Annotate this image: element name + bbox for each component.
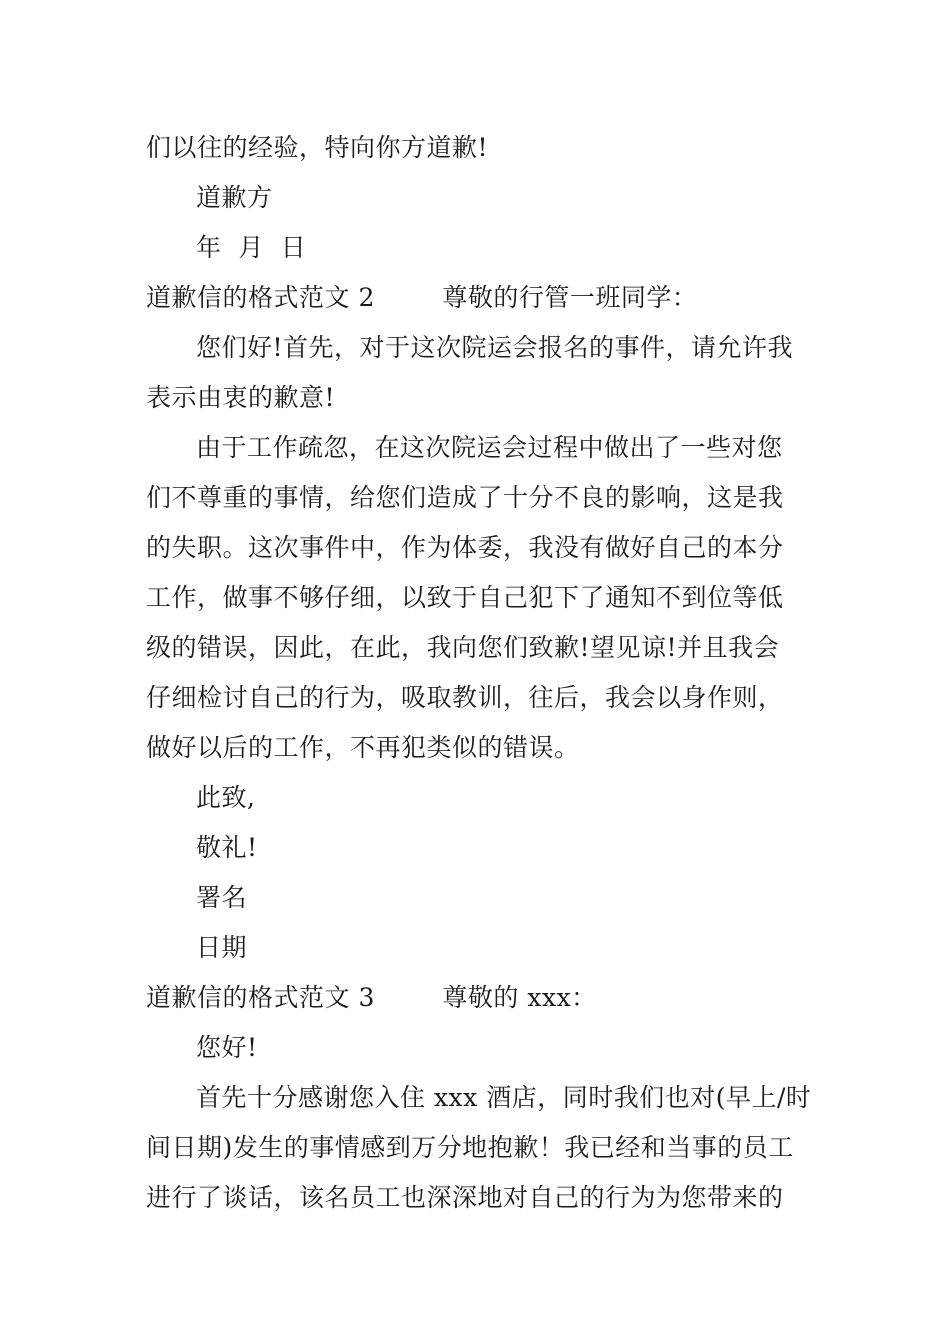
text-line: 工作，做事不够仔细，以致于自己犯下了通知不到位等低 — [146, 583, 784, 612]
closing-salutation: 此致, — [196, 783, 256, 812]
text-line: 您们好!首先，对于这次院运会报名的事件，请允许我 — [196, 333, 794, 362]
date-placeholder: 年 月 日 — [196, 233, 307, 262]
text-line: 们不尊重的事情，给您们造成了十分不良的影响，这是我 — [146, 483, 784, 512]
text-line: 由于工作疏忽，在这次院运会过程中做出了一些对您 — [196, 433, 783, 462]
greeting: 您好! — [196, 1033, 258, 1062]
signature-placeholder: 署名 — [196, 883, 248, 912]
text-line: 仔细检讨自己的行为，吸取教训，往后，我会以身作则， — [146, 683, 784, 712]
text-line: 表示由衷的歉意! — [146, 383, 336, 412]
date-placeholder: 日期 — [196, 933, 248, 962]
text-line: 首先十分感谢您入住 xxx 酒店，同时我们也对(早上/时 — [196, 1083, 812, 1112]
closing-regards: 敬礼! — [196, 833, 258, 862]
text-line: 做好以后的工作，不再犯类似的错误。 — [146, 733, 580, 762]
text-line: 级的错误，因此，在此，我向您们致歉!望见谅!并且我会 — [146, 633, 780, 662]
signature-apologizer: 道歉方 — [196, 183, 273, 212]
section-heading-2: 道歉信的格式范文 2 尊敬的行管一班同学： — [146, 283, 698, 312]
text-line: 们以往的经验，特向你方道歉! — [146, 133, 489, 162]
text-line: 的失职。这次事件中，作为体委，我没有做好自己的本分 — [146, 533, 784, 562]
text-line: 进行了谈话，该名员工也深深地对自己的行为为您带来的 — [146, 1183, 784, 1212]
text-line: 间日期)发生的事情感到万分地抱歉！我已经和当事的员工 — [146, 1133, 794, 1162]
section-heading-3: 道歉信的格式范文 3 尊敬的 xxx： — [146, 983, 597, 1012]
